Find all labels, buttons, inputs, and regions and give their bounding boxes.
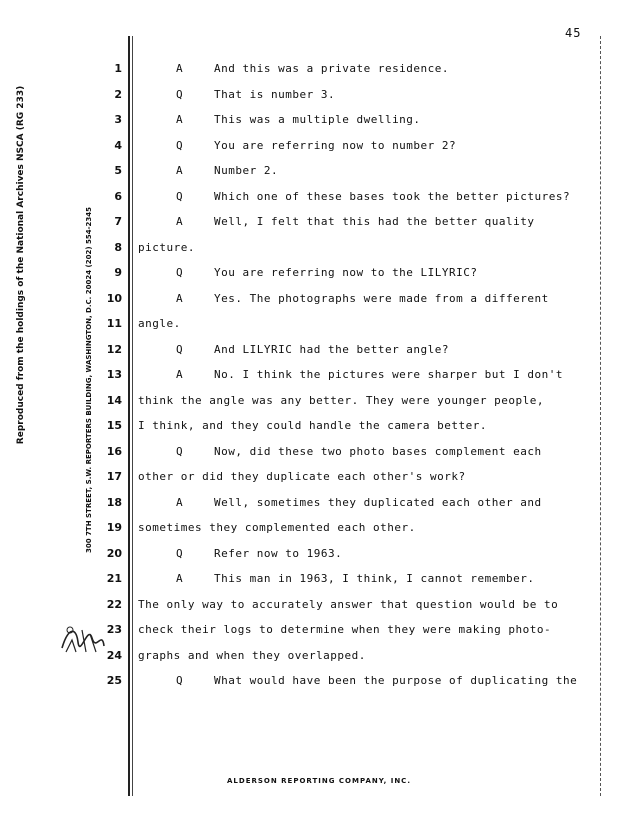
line-text: And this was a private residence. xyxy=(214,62,450,75)
reporter-address-margin xyxy=(80,150,98,610)
line-text: Now, did these two photo bases complement each xyxy=(214,444,542,458)
line-number: 24 xyxy=(106,648,122,662)
speaker-label: Q xyxy=(176,674,183,687)
line-number: 12 xyxy=(106,342,122,356)
archive-margin-note xyxy=(10,40,32,490)
line-text: check their logs to determine when they were making photo- xyxy=(138,623,552,636)
line-text: picture. xyxy=(138,240,195,254)
line-text: Well, sometimes they duplicated each other and xyxy=(214,495,542,509)
line-text: That is number 3. xyxy=(214,87,336,101)
line-number: 15 xyxy=(106,419,122,432)
speaker-label: A xyxy=(176,572,183,585)
margin-rule-left-inner xyxy=(132,36,133,796)
speaker-label: A xyxy=(176,495,183,509)
line-number: 4 xyxy=(114,138,122,152)
line-number: 14 xyxy=(106,393,122,407)
line-text: think the angle was any better. They were younger people, xyxy=(138,393,544,407)
line-text: This was a multiple dwelling. xyxy=(214,113,421,126)
page-number: 45 xyxy=(565,26,582,40)
line-number: 3 xyxy=(114,113,122,126)
line-text: other or did they duplicate each other's work? xyxy=(138,470,466,483)
speaker-label: Q xyxy=(176,138,183,152)
line-number: 5 xyxy=(114,164,122,177)
line-text: sometimes they complemented each other. xyxy=(138,521,416,534)
speaker-label: Q xyxy=(176,87,183,101)
line-number: 19 xyxy=(106,521,122,534)
line-text: Number 2. xyxy=(214,164,279,177)
speaker-label: Q xyxy=(176,342,183,356)
speaker-label: A xyxy=(176,291,183,305)
line-number: 1 xyxy=(114,62,122,75)
line-text: Well, I felt that this had the better quality xyxy=(214,215,535,228)
speaker-label: A xyxy=(176,164,183,177)
line-number: 13 xyxy=(106,368,122,381)
footer-company: ALDERSON REPORTING COMPANY, INC. xyxy=(227,777,411,785)
line-number: 10 xyxy=(106,291,122,305)
line-text: graphs and when they overlapped. xyxy=(138,648,366,662)
line-number: 9 xyxy=(114,266,122,279)
line-number: 25 xyxy=(106,674,122,687)
reporter-address-text: 300 7TH STREET, S.W. REPORTERS BUILDING, WASHINGTON, D.C. 20024 (202) 554-2345 xyxy=(85,207,93,553)
line-text: Yes. The photographs were made from a different xyxy=(214,291,549,305)
speaker-label: A xyxy=(176,62,183,75)
line-number: 11 xyxy=(106,317,122,330)
margin-rule-right xyxy=(600,36,601,796)
speaker-label: Q xyxy=(176,546,183,560)
line-text: You are referring now to number 2? xyxy=(214,138,457,152)
line-text: The only way to accurately answer that question would be to xyxy=(138,597,559,611)
speaker-label: Q xyxy=(176,444,183,458)
margin-rule-left xyxy=(128,36,130,796)
line-number: 17 xyxy=(106,470,122,483)
line-text: Refer now to 1963. xyxy=(214,546,343,560)
speaker-label: Q xyxy=(176,266,183,279)
line-number: 16 xyxy=(106,444,122,458)
line-text: This man in 1963, I think, I cannot remember. xyxy=(214,572,535,585)
speaker-label: A xyxy=(176,215,183,228)
line-number: 6 xyxy=(114,189,122,203)
line-text: Which one of these bases took the better pictures? xyxy=(214,189,571,203)
line-number: 23 xyxy=(106,623,122,636)
line-number: 22 xyxy=(106,597,122,611)
line-number: 7 xyxy=(114,215,122,228)
line-number: 21 xyxy=(106,572,122,585)
line-text: angle. xyxy=(138,317,181,330)
line-number: 18 xyxy=(106,495,122,509)
line-text: I think, and they could handle the camera better. xyxy=(138,419,488,432)
speaker-label: A xyxy=(176,368,183,381)
line-number: 20 xyxy=(106,546,122,560)
line-text: No. I think the pictures were sharper but I don't xyxy=(214,368,564,381)
line-number: 8 xyxy=(114,240,122,254)
line-text: You are referring now to the LILYRIC? xyxy=(214,266,478,279)
speaker-label: Q xyxy=(176,189,183,203)
line-text: What would have been the purpose of duplicating the xyxy=(214,674,578,687)
speaker-label: A xyxy=(176,113,183,126)
archive-margin-text: Reproduced from the holdings of the National Archives NSCA (RG 233) xyxy=(16,85,26,445)
line-text: And LILYRIC had the better angle? xyxy=(214,342,450,356)
line-number: 2 xyxy=(114,87,122,101)
